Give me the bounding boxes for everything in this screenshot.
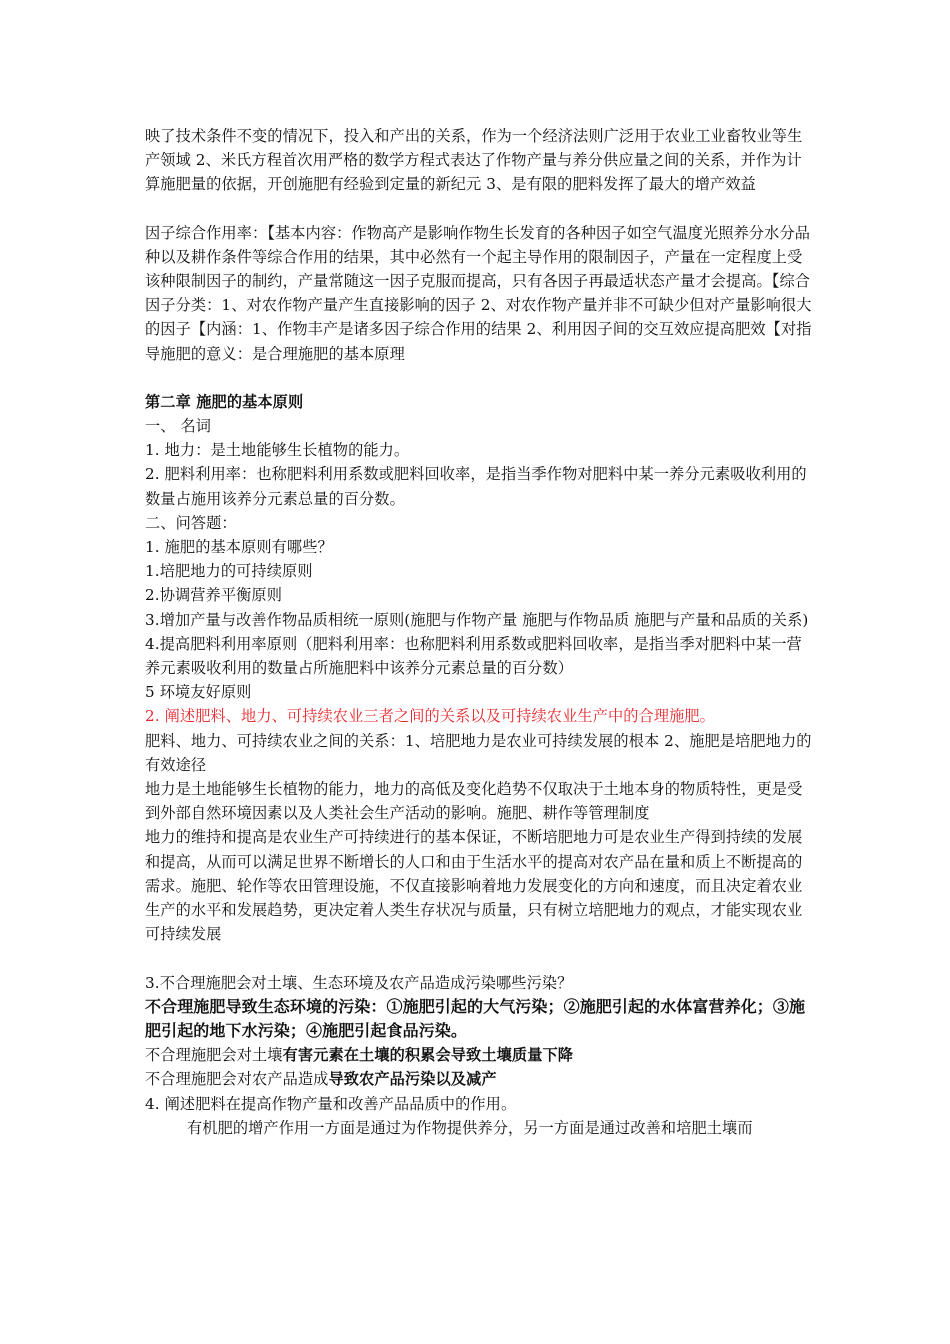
spacer	[145, 366, 813, 390]
answer-1-item: 1.培肥地力的可持续原则	[145, 562, 313, 581]
answer-3-pollution-list: 不合理施肥导致生态环境的污染：①施肥引起的大气污染；②施肥引起的水体富营养化；③施肥引起的地下水污染；④施肥引起食品污染。	[145, 996, 806, 1040]
answer-4-paragraph: 有机肥的增产作用一方面是通过为作物提供养分，另一方面是通过改善和培肥土壤而	[187, 1118, 753, 1137]
question-1: 1. 施肥的基本原则有哪些？	[145, 538, 333, 557]
question-2: 2. 阐述肥料、地力、可持续农业三者之间的关系以及可持续农业生产中的合理施肥。	[145, 707, 715, 726]
answer-2-paragraph: 地力是土地能够生长植物的能力，地力的高低及变化趋势不仅取决于土地本身的物质特性，更是受到外部自然环境因素以及人类社会生产活动的影响。施肥、耕作等管理制度	[145, 780, 803, 823]
answer-3-soil-prefix: 不合理施肥会对土壤	[145, 1046, 283, 1065]
chapter-title: 第二章 施肥的基本原则	[145, 392, 304, 411]
spacer	[145, 197, 813, 221]
answer-1-item: 2.协调营养平衡原则	[145, 586, 282, 605]
answer-3-produce-prefix: 不合理施肥会对农产品造成	[145, 1070, 329, 1089]
definition-soil-fertility: 1. 地力：是土地能够生长植物的能力。	[145, 441, 410, 460]
answer-1-item: 4.提高肥料利用率原则（肥料利用率：也称肥料利用系数或肥料回收率，是指当季对肥料中某一营养元素吸收利用的数量占所施肥料中该养分元素总量的百分数）	[145, 634, 802, 678]
answer-3-produce-emphasis: 导致农产品污染以及减产	[328, 1070, 497, 1089]
answer-1-item: 5 环境友好原则	[145, 683, 252, 702]
question-3: 3.不合理施肥会对土壤、生态环境及农产品造成污染哪些污染？	[145, 973, 573, 992]
answer-3-soil	[145, 1043, 813, 1067]
definition-fertilizer-efficiency: 2. 肥料利用率：也称肥料利用系数或肥料回收率，是指当季作物对肥料中某一养分元素吸收利用的数量占施用该养分元素总量的百分数。	[145, 465, 807, 508]
question-4: 4. 阐述肥料在提高作物产量和改善产品品质中的作用。	[145, 1094, 517, 1113]
spacer	[145, 947, 813, 971]
answer-3-soil-emphasis: 有害元素在土壤的积累会导致土壤质量下降	[282, 1046, 574, 1065]
paragraph-factor: 因子综合作用率：【基本内容：作物高产是影响作物生长发育的各种因子如空气温度光照养分水分品种以及耕作条件等综合作用的结果，其中必然有一个起主导作用的限制因子，产量在一定程度上受该种限制因子的制约，产量常随这一因子克服而提高，只有各因子再最适状态产量才会提高。【综合因子分类：1、对农作物产量产生直接影响的因子 2、对农作物产量并非不可缺少但对产量影响很大的因子【内涵：1、作物丰产是诸多因子综合作用的结果 2、利用因子间的交互效应提高肥效【对指导施肥的意义：是合理施肥的基本原理	[145, 223, 812, 363]
answer-2-paragraph: 地力的维持和提高是农业生产可持续进行的基本保证，不断培肥地力可是农业生产得到持续的发展和提高，从而可以满足世界不断增长的人口和由于生活水平的提高对农产品在量和质上不断提高的需求。施肥、轮作等农田管理设施，不仅直接影响着地力发展变化的方向和速度，而且决定着农业生产的水平和发展趋势，更决定着人类生存状况与质量，只有树立培肥地力的观点，才能实现农业可持续发展	[145, 828, 803, 944]
answer-2-paragraph: 肥料、地力、可持续农业之间的关系：1、培肥地力是农业可持续发展的根本 2、施肥是培肥地力的有效途径	[145, 731, 812, 774]
paragraph-intro: 映了技术条件不变的情况下，投入和产出的关系，作为一个经济法则广泛用于农业工业畜牧业等生产领域 2、米氏方程首次用严格的数学方程式表达了作物产量与养分供应量之间的关系，并作为计算施肥量的依据，开创施肥有经验到定量的新纪元 3、是有限的肥料发挥了最大的增产效益	[145, 127, 803, 194]
answer-3-produce	[145, 1067, 813, 1091]
section-heading-questions: 二、问答题：	[145, 513, 237, 532]
document-body	[145, 124, 813, 1140]
answer-1-item: 3.增加产量与改善作物品质相统一原则(施肥与作物产量 施肥与作物品质 施肥与产量和品质的关系)	[145, 610, 809, 629]
section-heading-terms: 一、 名词	[145, 417, 212, 436]
